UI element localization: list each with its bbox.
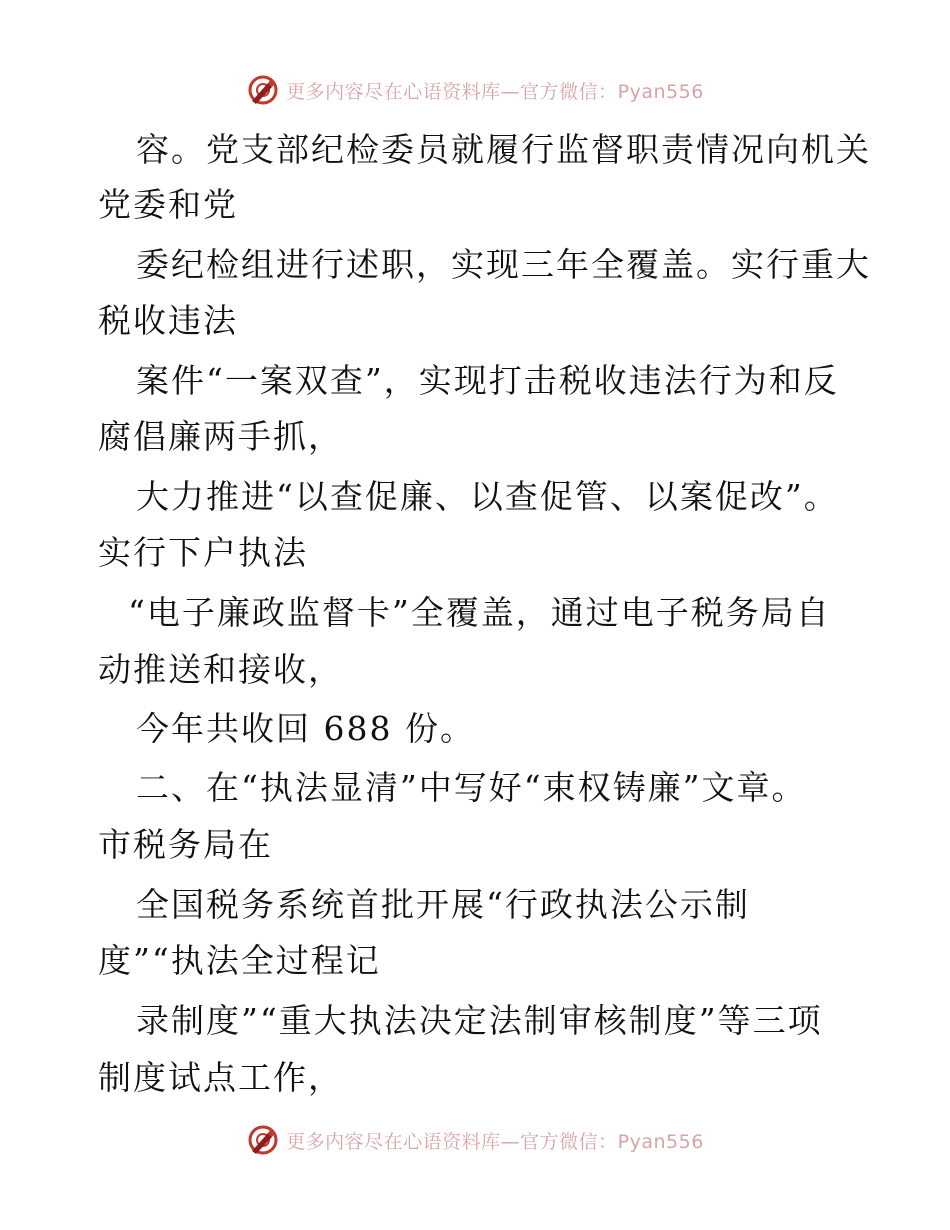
text-line: “电子廉政监督卡”全覆盖，通过电子税务局自 [128,593,831,632]
watermark-text: 更多内容尽在心语资料库—官方微信：Pyan556 [286,80,704,103]
text-line: 党委和党 [98,185,238,224]
text-line: 大力推进“以查促廉、以查促管、以案促改”。 [136,477,839,516]
text-line: 案件“一案双查”，实现打击税收违法行为和反 [136,361,839,400]
text-line: 委纪检组进行述职，实现三年全覆盖。实行重大 [136,245,871,284]
watermark-text: 更多内容尽在心语资料库—官方微信：Pyan556 [286,1130,704,1153]
text-line: 市税务局在 [98,825,273,864]
text-line: 实行下户执法 [98,533,308,572]
pen-circle-logo-icon [246,1123,280,1157]
header-watermark [0,70,950,110]
text-line: 全国税务系统首批开展“行政执法公示制 [136,885,750,924]
text-line: 度”“执法全过程记 [98,941,381,980]
footer-watermark [0,1120,950,1160]
text-line: 二、在“执法显清”中写好“束权铸廉”文章。 [136,768,807,807]
text-line: 腐倡廉两手抓， [98,417,343,456]
text-line: 录制度”“重大执法决定法制审核制度”等三项 [136,1001,823,1040]
text-line: 税收违法 [98,301,238,340]
text-line: 今年共收回 688 份。 [136,709,475,748]
text-line: 制度试点工作， [98,1058,343,1097]
text-line: 动推送和接收， [98,650,343,689]
pen-circle-logo-icon [246,73,280,107]
text-line: 容。党支部纪检委员就履行监督职责情况向机关 [136,130,871,169]
